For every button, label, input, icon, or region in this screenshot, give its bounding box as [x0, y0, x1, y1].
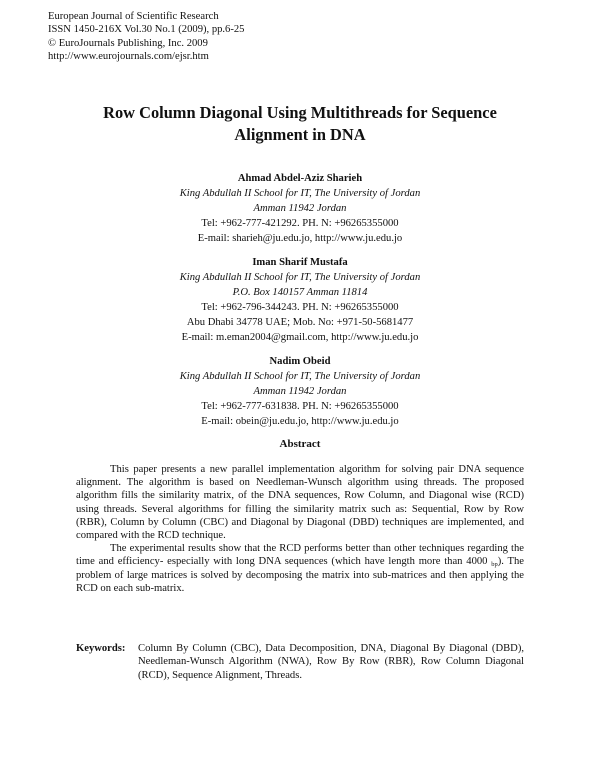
author-name: Iman Sharif Mustafa [252, 257, 348, 268]
journal-name: European Journal of Scientific Research [48, 11, 219, 22]
journal-issn: ISSN 1450-216X Vol.30 No.1 (2009), pp.6-25 [48, 24, 245, 36]
author-address: Amman 11942 Jordan [253, 386, 347, 397]
author-list [60, 171, 540, 438]
author-phone: Tel: +962-796-344243. PH. N: +96265355000 [201, 302, 399, 313]
journal-url: http://www.eurojournals.com/ejsr.htm [48, 51, 209, 63]
author-email: E-mail: m.eman2004@gmail.com, http://www.ju.edu.jo [181, 332, 419, 343]
abstract-paragraph: This paper presents a new parallel implementation algorithm for solving pair DNA sequence alignment. The algorithm is based on Needleman-Wunsch algorithm using threads. The proposed algorithm fills the similarity matrix, of the DNA sequences, Row Column, and Diagonal wise (RCD) using threads. Several algorithms for filling the similarity matrix such as: Sequential, Row by Row (RBR), Column by Column (CBC) and Diagonal by Diagonal (DBD) techniques are implemented, and compared with the RCD technique. [76, 464, 524, 542]
author-address: Amman 11942 Jordan [253, 203, 347, 214]
abstract-paragraph [76, 542, 524, 595]
author-affiliation: King Abdullah II School for IT, The University of Jordan [179, 272, 421, 283]
author-name: Ahmad Abdel-Aziz Sharieh [237, 173, 363, 184]
abstract-text: ). The problem of large matrices is solved by decomposing the matrix into sub-matrices and then applying the RCD on each sub-matrix. [76, 556, 525, 594]
author-block [60, 354, 540, 429]
keywords-label: Keywords: [76, 643, 126, 654]
journal-copyright: © EuroJournals Publishing, Inc. 2009 [48, 37, 208, 49]
author-block [60, 255, 540, 345]
abstract-body [76, 463, 524, 595]
author-address-secondary: Abu Dhabi 34778 UAE; Mob. No: +971-50-5681477 [186, 317, 414, 328]
author-affiliation: King Abdullah II School for IT, The University of Jordan [179, 188, 421, 199]
unit-subscript: bp [491, 561, 498, 569]
author-phone: Tel: +962-777-421292. PH. N: +96265355000 [201, 218, 399, 229]
abstract-heading: Abstract [279, 438, 321, 450]
author-affiliation: King Abdullah II School for IT, The University of Jordan [179, 371, 421, 382]
journal-header [48, 10, 244, 64]
author-block [60, 171, 540, 246]
abstract-text: The experimental results show that the RCD performs better than other techniques regarding the time and efficiency- especially with long DNA sequences (which have length more than 4000 [76, 543, 524, 568]
keywords-text: Column By Column (CBC), Data Decomposition, DNA, Diagonal By Diagonal (DBD), Needleman-Wunsch Algorithm (NWA), Row By Row (RBR), Row Column Diagonal (RCD), Sequence Alignment, Threads. [138, 643, 524, 681]
author-email: E-mail: sharieh@ju.edu.jo, http://www.ju.edu.jo [197, 233, 403, 244]
paper-title-line-1: Row Column Diagonal Using Multithreads for Sequence [103, 103, 497, 122]
author-email: E-mail: obein@ju.edu.jo, http://www.ju.edu.jo [201, 416, 399, 427]
author-address: P.O. Box 140157 Amman 11814 [232, 287, 368, 298]
paper-title-line-2: Alignment in DNA [234, 125, 366, 144]
paper-title [40, 102, 560, 146]
keywords-section [76, 642, 524, 682]
author-phone: Tel: +962-777-631838. PH. N: +96265355000 [201, 401, 399, 412]
author-name: Nadim Obeid [269, 356, 331, 367]
